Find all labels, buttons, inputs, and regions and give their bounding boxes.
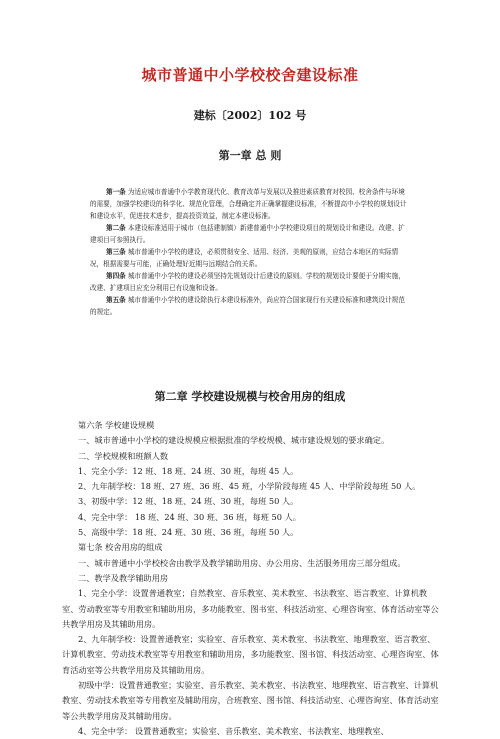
- body-line: 4、完全中学： 设置普通教室；实验室、音乐教室、美术教室、书法教室、地理教室、: [78, 725, 389, 736]
- body-line: 第七条 校舍用房的组成: [78, 542, 163, 553]
- body-line: 第六条 学校建设规模: [78, 420, 155, 430]
- article-text: 本建设标准适用于城市（包括建制镇）新建普通中小学校建设项目的规划设计和建设。改建、扩建项目可参照执行。: [90, 224, 405, 244]
- body-line: 2、九年制学校：18 班、27 班、36 班、45 班，小学阶段每班 45 人、中学阶段每班 50 人。: [78, 481, 421, 492]
- chapter-2-heading: 第二章 学校建设规模与校舍用房的组成: [154, 390, 346, 403]
- chapter-1-heading: 第一章 总 则: [218, 149, 282, 162]
- article-paragraph: [90, 246, 410, 270]
- article-label: 第四条: [106, 272, 126, 280]
- article-label: 第二条: [106, 224, 126, 232]
- body-line: 3、初级中学：12 班、18 班、24 班、30 班，每班 50 人。: [78, 496, 299, 507]
- body-line: 1、完全小学：设置普通教室；自然教室、音乐教室、美术教室、书法教室、语言教室、计算机教室、劳动教室等专用教室和辅助用房，多功能教室、图书室、科技活动室、心理咨询室、体育活动室等公共教学用房及其辅助用房。: [62, 588, 439, 629]
- article-label: 第一条: [106, 188, 126, 196]
- chapter-1-articles: [90, 186, 410, 318]
- article-text: 城市普通中小学校的建设必须坚持先规划设计后建设的原则。学校的规划设计要便于分期实施，改建、扩建项目应充分利用已有设施和设备。: [90, 272, 405, 292]
- body-line: 5、高级中学：18 班、24 班、30 班、36 班，每班 50 人。: [78, 527, 299, 538]
- body-line: 一、城市普通中小学校校舍由教学及教学辅助用房、办公用房、生活服务用房三部分组成。: [78, 557, 406, 568]
- chapter-2-body: [62, 418, 442, 739]
- body-line: 二、教学及教学辅助用房: [78, 572, 169, 583]
- article-text: 为适应城市普通中小学教育现代化、教育改革与发展以及推进素质教育对校园、校舍条件与环境的需要，加强学校建设的科学化、规范化管理，合理确定并正确掌握建设标准，不断提高中小学校的规划设计和建设水平，促进技术进步，提高投资效益，制定本建设标准。: [90, 188, 407, 220]
- body-line: 2、九年制学校：设置普通教室；实验室、音乐教室、美术教室、书法教室、地理教室、语言教室、计算机教室、劳动技术教室等专用教室和辅助用房，多功能教室、图书馆、科技活动室、心理咨询室、体育活动室等公共教学用房及其辅助用房。: [62, 634, 439, 675]
- body-line: 1、完全小学：12 班、18 班、24 班、30 班，每班 45 人。: [78, 465, 299, 476]
- article-paragraph: [90, 222, 410, 246]
- article-paragraph: [90, 270, 410, 294]
- document-title: 城市普通中小学校校舍建设标准: [141, 66, 359, 84]
- body-line: 一、城市普通中小学校的建设规模应根据批准的学校规模、城市建设规划的要求确定。: [78, 435, 390, 446]
- article-paragraph: [90, 186, 410, 222]
- body-line: 4、完全中学： 18 班、24 班、30 班、36 班，每班 50 人。: [78, 511, 301, 522]
- article-text: 城市普通中小学校的建设除执行本建设标准外，尚应符合国家现行有关建设标准和建筑设计规范的规定。: [90, 296, 405, 316]
- article-label: 第三条: [106, 248, 126, 256]
- body-line: 二、学校规模和班额人数: [78, 450, 169, 461]
- article-label: 第五条: [106, 296, 126, 304]
- article-paragraph: [90, 294, 410, 318]
- body-line: 初级中学：设置普通教室；实验室、音乐教室、美术教室、书法教室、地理教室、语言教室、计算机教室、劳动技术教室等专用教室及辅助用房，合班教室、图书馆、科技活动室、心理咨询室、体育活动室等公共教学用房及其辅助用房。: [62, 680, 439, 721]
- article-text: 城市普通中小学校的建设，必须贯彻安全、适用、经济、美观的原则，应结合本地区的实际情况，根据需要与可能，正确处理好近期与远期结合的关系。: [90, 248, 399, 268]
- document-number: 建标〔2002〕102 号: [193, 109, 307, 122]
